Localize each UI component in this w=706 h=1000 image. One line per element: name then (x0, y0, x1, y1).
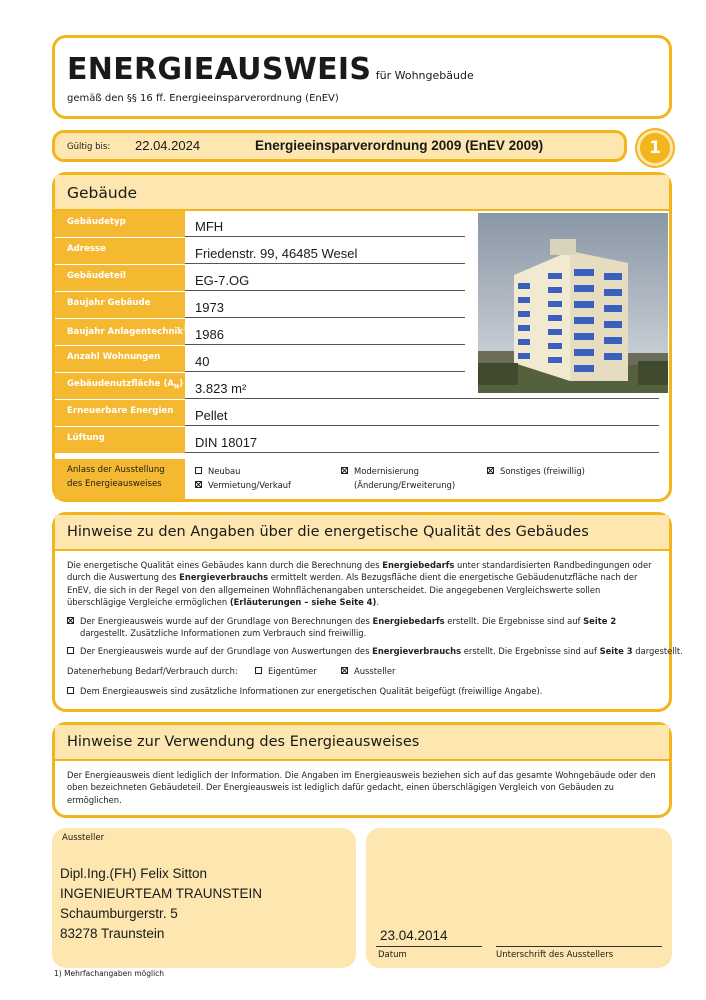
row-underline (185, 398, 659, 399)
checkbox-eigentuemer[interactable] (255, 667, 262, 674)
checkbox-zusatzinfo[interactable] (67, 687, 74, 694)
signature-label: Unterschrift des Ausstellers (496, 950, 614, 960)
anlass-option-sonstiges[interactable]: Sonstiges (freiwillig) (487, 465, 585, 477)
gebaeude-row-value: Friedenstr. 99, 46485 Wesel (195, 246, 358, 261)
document-title-suffix: für Wohngebäude (375, 69, 474, 82)
datenerhebung-label: Datenerhebung Bedarf/Verbrauch durch: (67, 666, 238, 676)
row-underline (185, 290, 465, 291)
hinweise-verwendung-header (55, 725, 669, 761)
gebaeude-row-value: 1973 (195, 300, 224, 315)
aussteller-line-2: INGENIEURTEAM TRAUNSTEIN (60, 886, 263, 901)
gebaeude-section (52, 172, 672, 502)
gebaeude-row-value: MFH (195, 219, 224, 234)
row-underline (185, 236, 465, 237)
row-underline (185, 263, 465, 264)
hinweise-verwendung-text: Der Energieausweis dient lediglich der Information. Die Angaben im Energieausweis beziehen sich auf das gesamte Wohngebäude oder den oben bezeichneten Gebäudeteil. Der Energieausweis ist lediglich dafür gedacht, einen überschlägigen Vergleich von Gebäuden zu ermöglichen. (67, 770, 656, 805)
hinweise-angaben-header (55, 515, 669, 551)
row-underline (185, 452, 659, 453)
anlass-option-neubau[interactable]: Neubau (195, 465, 240, 477)
date-line (376, 946, 482, 947)
checkbox-modernisierung[interactable] (341, 467, 348, 474)
aussteller-line-3: Schaumburgerstr. 5 (60, 906, 178, 921)
aussteller-box (52, 828, 356, 968)
gebaeude-row-value: Pellet (195, 408, 228, 423)
hinweise-verwendung-section (52, 722, 672, 818)
footnote: 1) Mehrfachangaben möglich (54, 969, 165, 978)
aussteller-label: Aussteller (62, 833, 105, 843)
document-subtitle: gemäß den §§ 16 ff. Energieeinsparverordnung (EnEV) (67, 93, 339, 104)
row-underline (185, 344, 465, 345)
signature-line[interactable] (496, 946, 662, 947)
gebaeude-header (55, 175, 669, 211)
hinweise-angaben-title: Hinweise zu den Angaben über die energetische Qualität des Gebäudes (67, 524, 589, 540)
gebaeude-row-value: 40 (195, 354, 210, 369)
building-photo-image (478, 213, 668, 393)
page-number-badge (637, 130, 673, 166)
building-photo (478, 213, 668, 393)
anlass-option-modernisierung-line2: (Änderung/Erweiterung) (354, 480, 456, 490)
gebaeude-row (55, 427, 669, 454)
anlass-label: Anlass der Ausstellung des Energieausweises (55, 459, 185, 499)
gebaeude-row-label: Baujahr Gebäude (55, 292, 185, 318)
row-underline (185, 317, 465, 318)
gebaeude-row-label: Erneuerbare Energien (55, 400, 185, 426)
date-label: Datum (378, 950, 407, 960)
gebaeude-row-label: Adresse (55, 238, 185, 264)
row-underline (185, 371, 465, 372)
gebaeude-row-label: Gebäudetyp (55, 211, 185, 237)
gebaeude-row (55, 400, 669, 427)
hinweise-intro: Die energetische Qualität eines Gebäudes kann durch die Berechnung des Energiebedarfs unter standardisierten Randbedingungen oder durch die Auswertung des Energieverbrauchs ermittelt werden. Als Bezugsfläche dient die energetische Gebäudenutzfläche nach der EnEV, die sich in der Regel von den allgemeinen Wohnflächenangaben unterscheidet. Die angegebenen Vergleichswerte sollen überschlägige Vergleiche ermöglichen (Erläuterungen – siehe Seite 4). (67, 560, 652, 607)
signature-date: 23.04.2014 (380, 928, 448, 943)
hinweise-verwendung-title: Hinweise zur Verwendung des Energieausweises (67, 734, 420, 750)
signature-box (366, 828, 672, 968)
regulation-title: Energieeinsparverordnung 2009 (EnEV 2009) (255, 138, 544, 153)
gebaeude-row-value: 1986 (195, 327, 224, 342)
anlass-option-vermietung[interactable]: Vermietung/Verkauf (195, 479, 291, 491)
gebaeude-row-value: DIN 18017 (195, 435, 258, 450)
checkbox-vermietung[interactable] (195, 481, 202, 488)
checkbox-sonstiges[interactable] (487, 467, 494, 474)
page-number: 1 (649, 138, 661, 158)
validity-label: Gültig bis: (67, 142, 111, 152)
header-box (52, 35, 672, 119)
validity-date: 22.04.2024 (135, 138, 201, 153)
option-verbrauch[interactable]: Der Energieausweis wurde auf der Grundlage von Auswertungen des Energieverbrauchs erstellt. Die Ergebnisse sind auf Seite 3 dargestellt. (67, 645, 661, 657)
gebaeude-row-label: Gebäudenutzfläche $(A_N)$ (55, 373, 185, 399)
anlass-option-modernisierung[interactable]: Modernisierung (341, 465, 419, 477)
gebaeude-row-label: Gebäudeteil (55, 265, 185, 291)
option-zusatzinfo[interactable]: Dem Energieausweis sind zusätzliche Informationen zur energetischen Qualität beigefügt (freiwillige Angabe). (67, 685, 661, 697)
gebaeude-row-label: Lüftung (55, 427, 185, 453)
anlass-row (55, 459, 669, 499)
gebaeude-title: Gebäude (67, 184, 138, 202)
option-eigentuemer[interactable]: Eigentümer (255, 665, 317, 677)
validity-bar (52, 130, 627, 162)
row-underline (185, 425, 659, 426)
aussteller-line-4: 83278 Traunstein (60, 926, 165, 941)
gebaeude-row-label: Baujahr Anlagentechnik$^{1)}$ (55, 319, 185, 345)
checkbox-aussteller[interactable] (341, 667, 348, 674)
checkbox-neubau[interactable] (195, 467, 202, 474)
aussteller-line-1: Dipl.Ing.(FH) Felix Sitton (60, 866, 208, 881)
gebaeude-row-label: Anzahl Wohnungen (55, 346, 185, 372)
checkbox-bedarf[interactable] (67, 617, 74, 624)
hinweise-angaben-section (52, 512, 683, 712)
gebaeude-row-value: 3.823 m² (195, 381, 247, 396)
checkbox-verbrauch[interactable] (67, 647, 74, 654)
document-title: ENERGIEAUSWEIS (67, 52, 372, 87)
option-aussteller[interactable]: Aussteller (341, 665, 395, 677)
option-bedarf[interactable]: Der Energieausweis wurde auf der Grundlage von Berechnungen des Energiebedarfs erstellt. Die Ergebnisse sind auf Seite 2 dargestellt. Zusätzliche Informationen zum Verbrauch sind freiwillig. (67, 615, 661, 640)
gebaeude-row-value: EG-7.OG (195, 273, 250, 288)
